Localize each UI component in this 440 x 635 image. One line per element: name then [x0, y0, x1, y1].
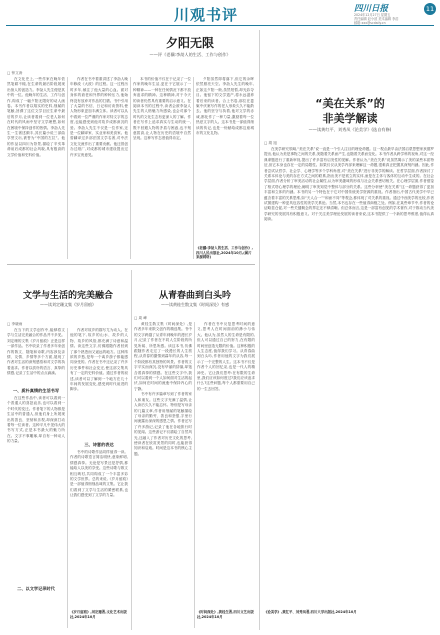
book-info-top: 《老骥:李劼人的生活、工作与创作》,四川人民出版社,2024年10月,(图片来源网络)	[196, 246, 253, 260]
section-divider	[259, 30, 260, 630]
book-info-bottom-left: 《岁月留痕》,刘定珊著,文化艺术出版社,2024年10月	[70, 610, 127, 619]
article-body-top-col1: 在文化史上,一些作家在晚年依然笔耕不辍,在生命的最后阶段展现出惊人的创造力。李劼人先生便是其中的一位。他晚年的生活、工作与创作,构成了一幅夕阳无限好的动人画卷。本书作者以翔实的史料,细腻的笔触,回溯了这位文学巨匠生命中最后的岁月,让读者看到一位老人如何在时代的风雨中坚守文学理想,如何在困境中保持创作的热情。李劼人先生一生著述颇丰,其长篇小说三部曲享誉文坛,被誉为“中国的左拉”。他的作品以四川为背景,描绘了辛亥革命前后成都的社会风貌,具有极高的文学价值和史料价值。	[7, 77, 65, 157]
article-body-top-col2: 作者在书中着重讲述了李劼人晚年修改《大波》的过程。这一过程历时多年,倾注了他大量的心血。面对身体的衰老和外界的种种压力,他始终没有放弃对作品的打磨。书中引用了大量的书信、日记和访谈资料,使人物形象更加丰满立体。读者可以从中看到一位严谨的作家对待文字的态度,也能感受到他对故乡成都深沉的爱。李劼人先生不仅是一位作家,还是一位翻译家、实业家和美食家。他曾翻译过多部法国文学名著,对中法文化交流作出了重要贡献。他还曾创办过纸厂,对成都的城市建设提出过许多宝贵意见。	[70, 77, 128, 157]
book-info-bottom-mid: 《时间深处》,黄桂生著,四川文艺出版社,2024年10月	[197, 610, 254, 619]
article-subhead-top: ——评《老骥:李劼人的生活、工作与创作》	[149, 52, 231, 57]
masthead-rule	[6, 25, 434, 26]
masthead	[0, 0, 440, 26]
article-byline-bottom-left: □ 李晓雨	[7, 322, 23, 326]
article-body-right: 在美学研究领域,“美在关系”说一直是一个引人注目的理论命题。这一观点最早由法国启蒙思想家狄德罗提出,他认为美是事物之间的关系,美随着关系而产生,也随着关系而变化。本书作者从跨学科的视角,对这一经典命题进行了重新审视,提出了许多富有启发性的见解。作者认为,“美在关系”说虽然揭示了美的某些本质特征,但它本身也存在一定的局限性。如果仅仅从美学内部来理解这一命题,很难真正把握其深刻内涵。因此,作者尝试从哲学、社会学、心理学等多个学科角度,对“美在关系”进行非美学的解读。在哲学层面,作者探讨了关系本体论与美的存在方式之间的联系,指出美不是孤立的实体,而是在主体与客体的互动中生成的。在社会学层面,作者分析了审美活动的社会属性,认为审美趣味的形成与社会关系密切相关。在心理学层面,作者借鉴了格式塔心理学的理论,阐明了审美知觉中整体与部分的关系。这些分析使“美在关系”这一命题获得了更加丰富和立体的内涵。本书的另一个特色在于它对中国传统美学资源的重视。作者指出,中国古代美学中早已蕴含着丰富的关系思维,如“天人合一”“和而不同”等观念,都体现了对关系的重视。通过中西美学的比较,作者试图建构一种更具包容性的美学关系论。当然,本书也存在一些值得商榷之处。例如,在某些章节中,作者的论证略显仓促,对一些关键概念的界定还不够清晰。但总体而言,这是一部富有创见的学术著作,对于推动当代美学研究的发展具有积极意义。对于关注美学理论发展的读者来说,这本书提供了一个新的思考维度,值得认真阅读。	[264, 147, 434, 222]
article-headline-bottom-left: 文学与生活的完美融合	[22, 291, 113, 301]
section-heading: 二、以文学记录时代	[17, 586, 55, 591]
page-contact: 邮箱:xxx@scdaily.cn	[354, 21, 386, 25]
article-body-bottom-mid-col1: 黄桂生散文集《时间深处》,是作者多年来散文创作的精选集。书中的文字跨越了从青年到晚年的漫长岁月,记录了作者在不同人生阶段的所见所闻、所思所感。读这本书,仿佛跟随作者走过了一段漫长的人生旅程,从青春的激情到暮年的从容,每一个阶段都有其独特的风景。作者的文字平实而深沉,没有华丽的辞藻,却饱含着真挚的情感。在这些文字中,我们可以看到一个人如何面对生活的起伏,如何在时间的流逝中保持内心的宁静。 书中有许多篇章写到了作者的家人和朋友。这些文字充满了温情,让人读后久久不能忘怀。特别是写母亲的几篇文章,作者用细腻的笔触描绘了母亲的勤劳、善良和坚强,字里行间流露出深深的感恩之情。作者还写了许多游记,记录了他在各地旅行时的见闻。这些游记不仅描绘了自然风光,还融入了作者对历史文化的思考,使读者在欣赏美景的同时,也能获得知识和启迪。时间是这本书的核心主题。	[134, 322, 192, 456]
article-byline-bottom-mid: □ 周 峰	[134, 316, 147, 320]
article-byline-top: □ 钟文涛	[7, 71, 23, 75]
page-number-badge: 11	[425, 5, 435, 13]
newspaper-brand: 四川日报	[354, 4, 389, 14]
article-headline-right-line2: 非美学解读	[322, 112, 378, 125]
article-body-bottom-left-col1: 在当下的文学创作中,能够将文学与生活完美融合的作品并不多见。刘定珊的文集《岁月留痕》正是这样一部作品。书中收录了作者多年来创作的散文、随笔和诗歌,内容涉及亲情、友情、乡情等多个方面,展现了作者对生活的深刻感悟和对文学的执着追求。作者以质朴的语言、真挚的情感,记录了生活中的点点滴滴。	[7, 328, 65, 376]
column-divider	[194, 322, 195, 628]
issue-date: 2024年12月27日 星期五	[354, 13, 391, 17]
article-body-top-col3: 本书的价值不仅在于记录了一位作家的晚年生活,更在于它展示了一种精神——一种在任何情况下都不放弃追求的精神。这种精神,对于今天的读者仍然具有重要的启示意义。在阅读本书的过程中,读者会被李劼人先生的人格魅力所感染,也会对那个时代的文化生态有更深入的了解。作者在写作上追求真实与生动的统一,既不回避人物的矛盾与困惑,也不刻意拔高,让人物在历史的语境中自然呈现。这种写作态度值得肯定。	[133, 77, 191, 141]
article-body-top-col4: 夕阳虽然即将落下,但它的余晖依然照亮天空。李劼人先生的晚年,正如这夕阳一般,虽然短暂,却光彩夺目。他留下的文学遗产,将永远滋养着后来的读者。合上书卷,那位在菱窠中伏案写作的老人形象久久不能散去。他的坚守与执着,他对文学的赤诚,都化作了一种力量,激励着每一位热爱文字的人。这本书是一部值得细读的传记,也是一份献给成都这座城市的文化礼物。	[196, 77, 254, 136]
column-title: 川观书评	[174, 6, 239, 24]
article-body-bottom-mid-col2: 作者在书中反复思考时间的意义,思考人在时间面前的渺小与伟大。他认为,虽然人的生命是有限的,但人可以通过自己的努力,在有限的时间里创造无限的价值。这种积极的人生态度,值得我们学习。从青春曲到白头吟,作者用他的文字为我们展示了一个完整的人生。这本书不仅是作者个人的回忆录,也是一代人的精神史。它让我们思考:在有限的生命里,我们应该如何度过?我们应该追求什么?这些问题,每个人都需要用自己的一生去回答。	[197, 322, 255, 391]
article-body-bottom-left-col1b: 在这些作品中,读者可以看到一个普通人的喜怒哀乐,也可以看到一个时代的变迁。作者笔下的人物都是生活中的普通人,但他们身上所展现出的善良、坚韧和乐观,却深深打动着每一位读者。这种平凡中见伟大的书写方式,正是本书最大的魅力所在。文字不事雕琢,却自有一种动人的力量。	[7, 396, 65, 444]
article-body-bottom-left-col3: 书中的诗歌作品同样值得一读。作者的诗歌语言简洁明快,意象鲜明,情感真挚。无论是写景还是抒情,都能给人以美的享受。这些诗歌与散文相互映衬,共同构成了一个丰富多彩的文学世界。总的来说,《岁月留痕》是一部值得细细品味的文集。它让我们看到了文学与生活的紧密联系,也让我们感受到了文学的力量。	[70, 450, 128, 498]
column-divider	[67, 77, 68, 259]
column-divider	[67, 328, 68, 628]
article-subhead-right: ——读黄红平、刘秀凤《论美学》(选自有修)	[308, 127, 392, 132]
article-body-bottom-left-col2: 作者对故乡的描写尤为动人。在他的笔下,故乡的山水、故乡的人物、故乡的风俗,都充满了诗意和温情。读这些文字,仿佛跟随作者回到了那个熟悉而又遥远的地方。这种浓浓的乡愁,是每一个离乡游子都能感同身受的。作者在书中还记录了许多历史事件和社会变迁,使这部文集具有了一定的史料价值。通过作者的叙述,读者可以了解到一个地方在几十年间的发展变化,感受到时代前进的脚步。	[70, 328, 128, 392]
book-info-right: 《论美学》,黄红平、刘秀凤著,四川大学出版社,2024年10月	[264, 610, 357, 614]
article-headline-top: 夕阳无限	[165, 36, 214, 50]
article-headline-right-line1: “美在关系”的	[315, 97, 385, 110]
section-heading: 三、诗意的表达	[84, 442, 114, 447]
section-separator	[7, 264, 255, 265]
column-divider	[193, 77, 194, 259]
column-divider	[131, 270, 132, 630]
article-byline-right: □ 胡 旭	[264, 141, 277, 145]
page-editors: 责任编辑 赵小波 美术编辑 李浩	[354, 17, 399, 21]
article-headline-bottom-mid: 从青春曲到白头吟	[158, 291, 231, 301]
article-subhead-bottom-left: ——读刘定珊文集《岁月留痕》	[40, 302, 96, 307]
section-heading: 一、质朴真情的生活书写	[12, 388, 60, 393]
column-divider	[130, 77, 131, 259]
article-subhead-bottom-mid: ——读黄桂生散文集《时间深处》有感	[161, 302, 229, 307]
